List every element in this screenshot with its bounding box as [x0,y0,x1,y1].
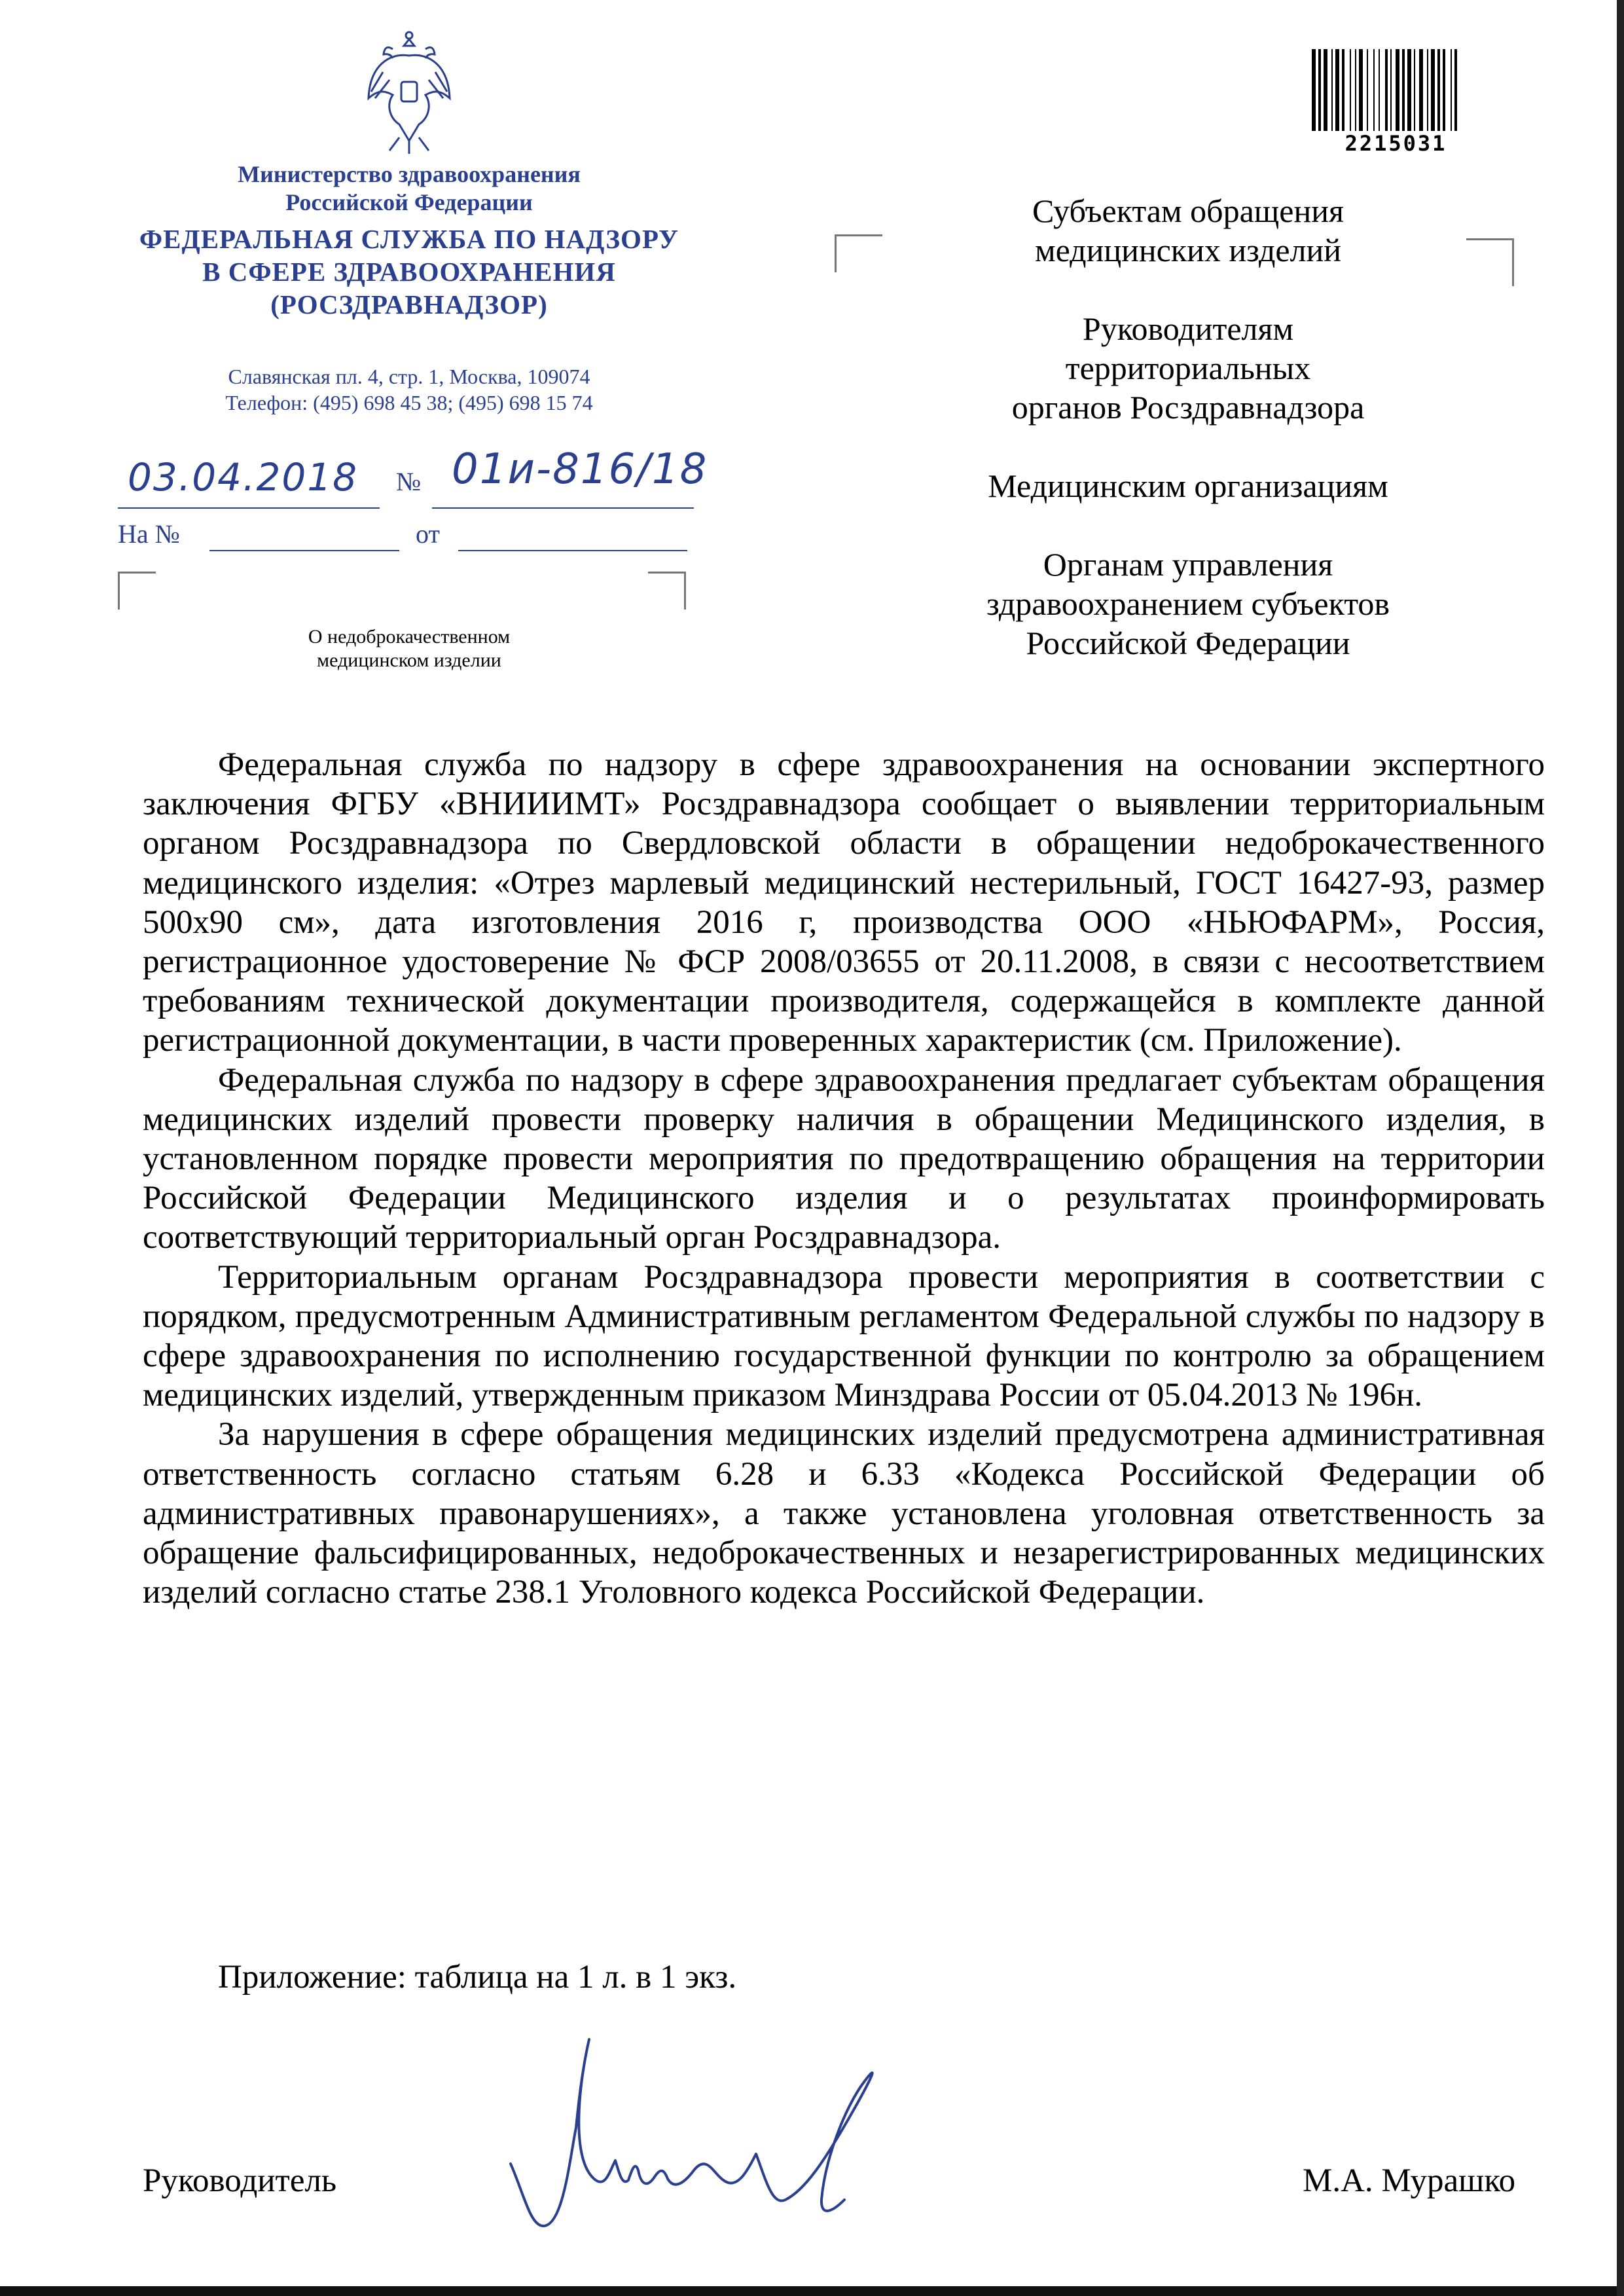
address-block [118,363,700,416]
service-line: (РОСЗДРАВНАДЗОР) [270,289,548,319]
recipient-line: медицинских изделий [1034,232,1342,268]
barcode-bar [1443,49,1445,131]
body-paragraph: За нарушения в сфере обращения медицинских изделий предусмотрена административная ответственность согласно статьям 6.28 и 6.33 «Кодекса Российской Федерации об административных правонарушениях», а также установлена уголовная ответственность за обращение фальсифицированных, недоброкачественных и незарегистрированных медицинских изделий согласно статье 238.1 Уголовного кодекса Российской Федерации. [143,1416,1545,1611]
barcode-bar [1312,49,1316,131]
subject-line: О недоброкачественном [308,626,511,647]
recipient-line: Медицинским организациям [988,467,1388,504]
recipient-line: Органам управления [1043,546,1333,583]
document-number: 01и-816/18 [452,445,708,494]
recipient-line: Российской Федерации [1026,625,1350,661]
ministry-line: Российской Федерации [285,189,533,215]
corner-bracket [835,234,882,272]
corner-bracket [118,572,156,610]
barcode-bar [1390,49,1392,131]
recipient-line: Руководителям [1082,310,1294,347]
document-date: 03.04.2018 [128,455,359,500]
barcode-bar [1396,49,1399,131]
barcode-bar [1324,49,1327,131]
barcode-bar [1335,49,1339,131]
barcode-bar [1454,49,1457,131]
service-name [118,223,700,321]
signatory-name: М.А. Мурашко [1303,2162,1516,2199]
barcode-bar [1367,49,1368,131]
barcode-number: 2215031 [1344,131,1447,156]
barcode-bar [1379,49,1380,131]
handwritten-signature [497,2030,903,2239]
barcode-bar [1355,49,1356,131]
reply-date-field [458,524,687,551]
barcode-bar [1437,49,1440,131]
body-paragraph: Территориальным органам Росздравнадзора провести мероприятия в соответствии с порядком, предусмотренным Административным регламентом Федеральной службы по надзору в сфере здравоохранения по исполнению государственной функции по контролю за обращением медицинских изделий, утвержденным приказом Минздрава России от 05.04.2013 № 196н. [143,1258,1545,1414]
scan-edge-right [1617,0,1624,2296]
reply-number-label: На № [118,519,180,549]
barcode-bar [1359,49,1363,131]
reply-number-field [209,524,399,551]
body-paragraph: Федеральная служба по надзору в сфере здравоохранения предлагает субъектам обращения медицинских изделий провести проверку наличия в обращении Медицинского изделия, в установленном порядке провести мероприятия по предотвращению обращения на территории Российской Федерации Медицинского изделия и о результатах проинформировать соответствующий территориальный орган Росздравнадзора. [143,1061,1545,1256]
barcode-bar [1385,49,1388,131]
corner-bracket [1466,238,1514,286]
recipient [907,466,1470,505]
recipients-block [907,191,1470,663]
attachment-note: Приложение: таблица на 1 л. в 1 экз. [218,1959,737,1995]
coat-of-arms-icon [357,26,461,157]
signatory-role: Руководитель [143,2162,337,2199]
recipient [907,309,1470,427]
barcode-bar [1427,49,1428,131]
barcode-icon [1309,49,1479,134]
barcode-bar [1331,49,1333,131]
barcode-bar [1342,49,1344,131]
ministry-name [118,160,700,217]
recipient-line: здравоохранением субъектов [986,585,1390,622]
service-line: В СФЕРЕ ЗДРАВООХРАНЕНИЯ [202,257,616,287]
reply-date-label: от [416,519,440,549]
letter-subject [196,625,622,672]
barcode-bar [1431,49,1435,131]
barcode-bar [1451,49,1452,131]
recipient [907,545,1470,663]
barcode-bar [1414,49,1415,131]
ministry-line: Министерство здравоохранения [238,161,581,187]
service-line: ФЕДЕРАЛЬНАЯ СЛУЖБА ПО НАДЗОРУ [139,224,679,254]
phone-line: Телефон: (495) 698 45 38; (495) 698 15 74 [225,391,593,414]
number-label: № [396,467,422,496]
corner-bracket [648,572,686,610]
recipient-line: Субъектам обращения [1032,192,1344,229]
recipient-line: органов Росздравнадзора [1011,389,1365,426]
scan-edge-bottom [0,2286,1624,2296]
body-paragraph: Федеральная служба по надзору в сфере здравоохранения на основании экспертного заключения ФГБУ «ВНИИИМТ» Росздравнадзора сообщает о выявлении территориальным органом Росздравнадзора по Свердловской области в обращении недоброкачественного медицинского изделия: «Отрез марлевый медицинский нестерильный, ГОСТ 16427-93, размер 500х90 см», дата изготовления 2016 г, производства ООО «НЬЮФАРМ», Россия, регистрационное удостоверение № ФСР 2008/03655 от 20.11.2008, в связи с несоответствием требованиям технической документации производителя, содержащейся в комплекте данной регистрационной документации, в части проверенных характеристик (см. Приложение). [143,746,1545,1059]
subject-line: медицинском изделии [317,649,501,671]
barcode-bar [1350,49,1351,131]
address-line: Славянская пл. 4, стр. 1, Москва, 109074 [228,365,590,388]
recipient [907,191,1470,270]
barcode-bar [1373,49,1375,131]
barcode-bar [1318,49,1321,131]
recipient-line: территориальных [1065,350,1311,386]
barcode-bar [1407,49,1411,131]
barcode-bar [1402,49,1405,131]
letter-body [143,745,1545,1612]
barcode-bar [1419,49,1423,131]
